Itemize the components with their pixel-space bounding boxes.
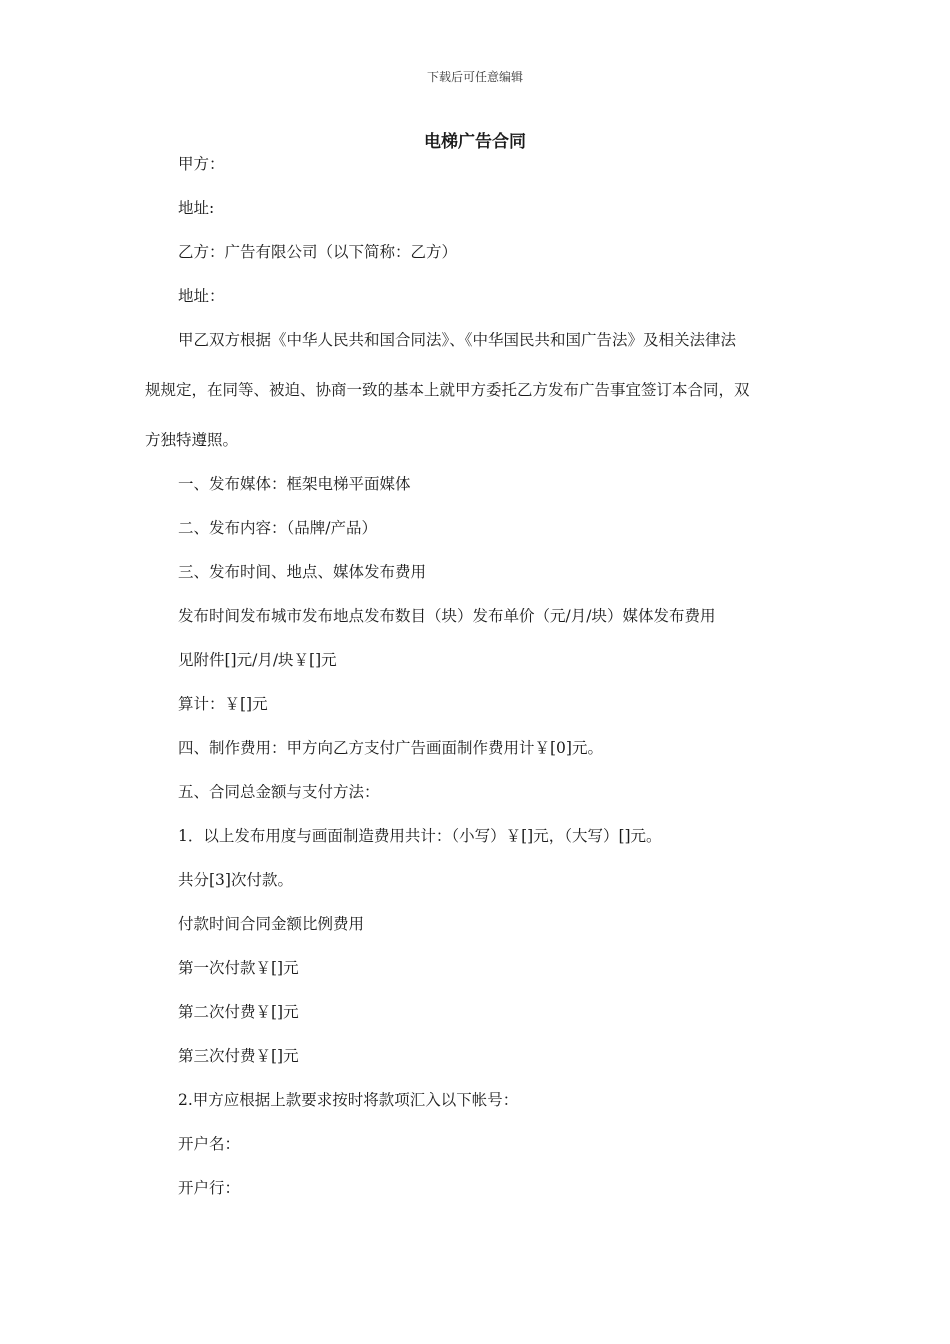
document-title: 电梯广告合同 bbox=[424, 132, 526, 152]
party-b-line: 乙方：广告有限公司（以下简称：乙方） bbox=[178, 243, 458, 261]
clause-4: 四、制作费用：甲方向乙方支付广告画面制作费用计￥[0]元。 bbox=[178, 739, 603, 757]
party-b-address-line: 地址： bbox=[178, 287, 225, 305]
bank-name-line: 开户行： bbox=[178, 1179, 241, 1197]
clause-5: 五、合同总金额与支付方法： bbox=[178, 783, 380, 801]
payment-row-1: 第一次付款￥[]元 bbox=[178, 959, 299, 977]
payment-table-header: 付款时间合同金额比例费用 bbox=[178, 915, 365, 933]
preamble-line-1: 甲乙双方根据《中华人民共和国合同法》、《中华国民共和国广告法》及相关法律法 bbox=[178, 331, 737, 349]
account-name-line: 开户名： bbox=[178, 1135, 241, 1153]
clause-5-item-2: 2.甲方应根据上款要求按时将款项汇入以下帐号： bbox=[178, 1091, 519, 1109]
fee-table-header: 发布时间发布城市发布地点发布数目（块）发布单价（元/月/块）媒体发布费用 bbox=[178, 607, 716, 625]
party-a-address-line: 地址: bbox=[178, 199, 215, 217]
clause-3: 三、发布时间、地点、媒体发布费用 bbox=[178, 563, 427, 581]
preamble-line-2: 规规定，在同等、被迫、协商一致的基本上就甲方委托乙方发布广告事宜签订本合同，双 bbox=[145, 381, 750, 399]
clause-5-item-1: 1．以上发布用度与画面制造费用共计：（小写）￥[]元，（大写）[]元。 bbox=[178, 827, 662, 845]
party-a-line: 甲方： bbox=[178, 155, 225, 173]
clause-2: 二、发布内容：（品牌/产品） bbox=[178, 519, 377, 537]
fee-total: 算计：￥[]元 bbox=[178, 695, 268, 713]
fee-table-row: 见附件[]元/月/块￥[]元 bbox=[178, 651, 337, 669]
installment-count: 共分[3]次付款。 bbox=[178, 871, 293, 889]
preamble-line-3: 方独特遵照。 bbox=[145, 431, 239, 449]
header-note: 下载后可任意编辑 bbox=[426, 70, 523, 84]
payment-row-3: 第三次付费￥[]元 bbox=[178, 1047, 299, 1065]
payment-row-2: 第二次付费￥[]元 bbox=[178, 1003, 299, 1021]
clause-1: 一、发布媒体：框架电梯平面媒体 bbox=[178, 475, 411, 493]
